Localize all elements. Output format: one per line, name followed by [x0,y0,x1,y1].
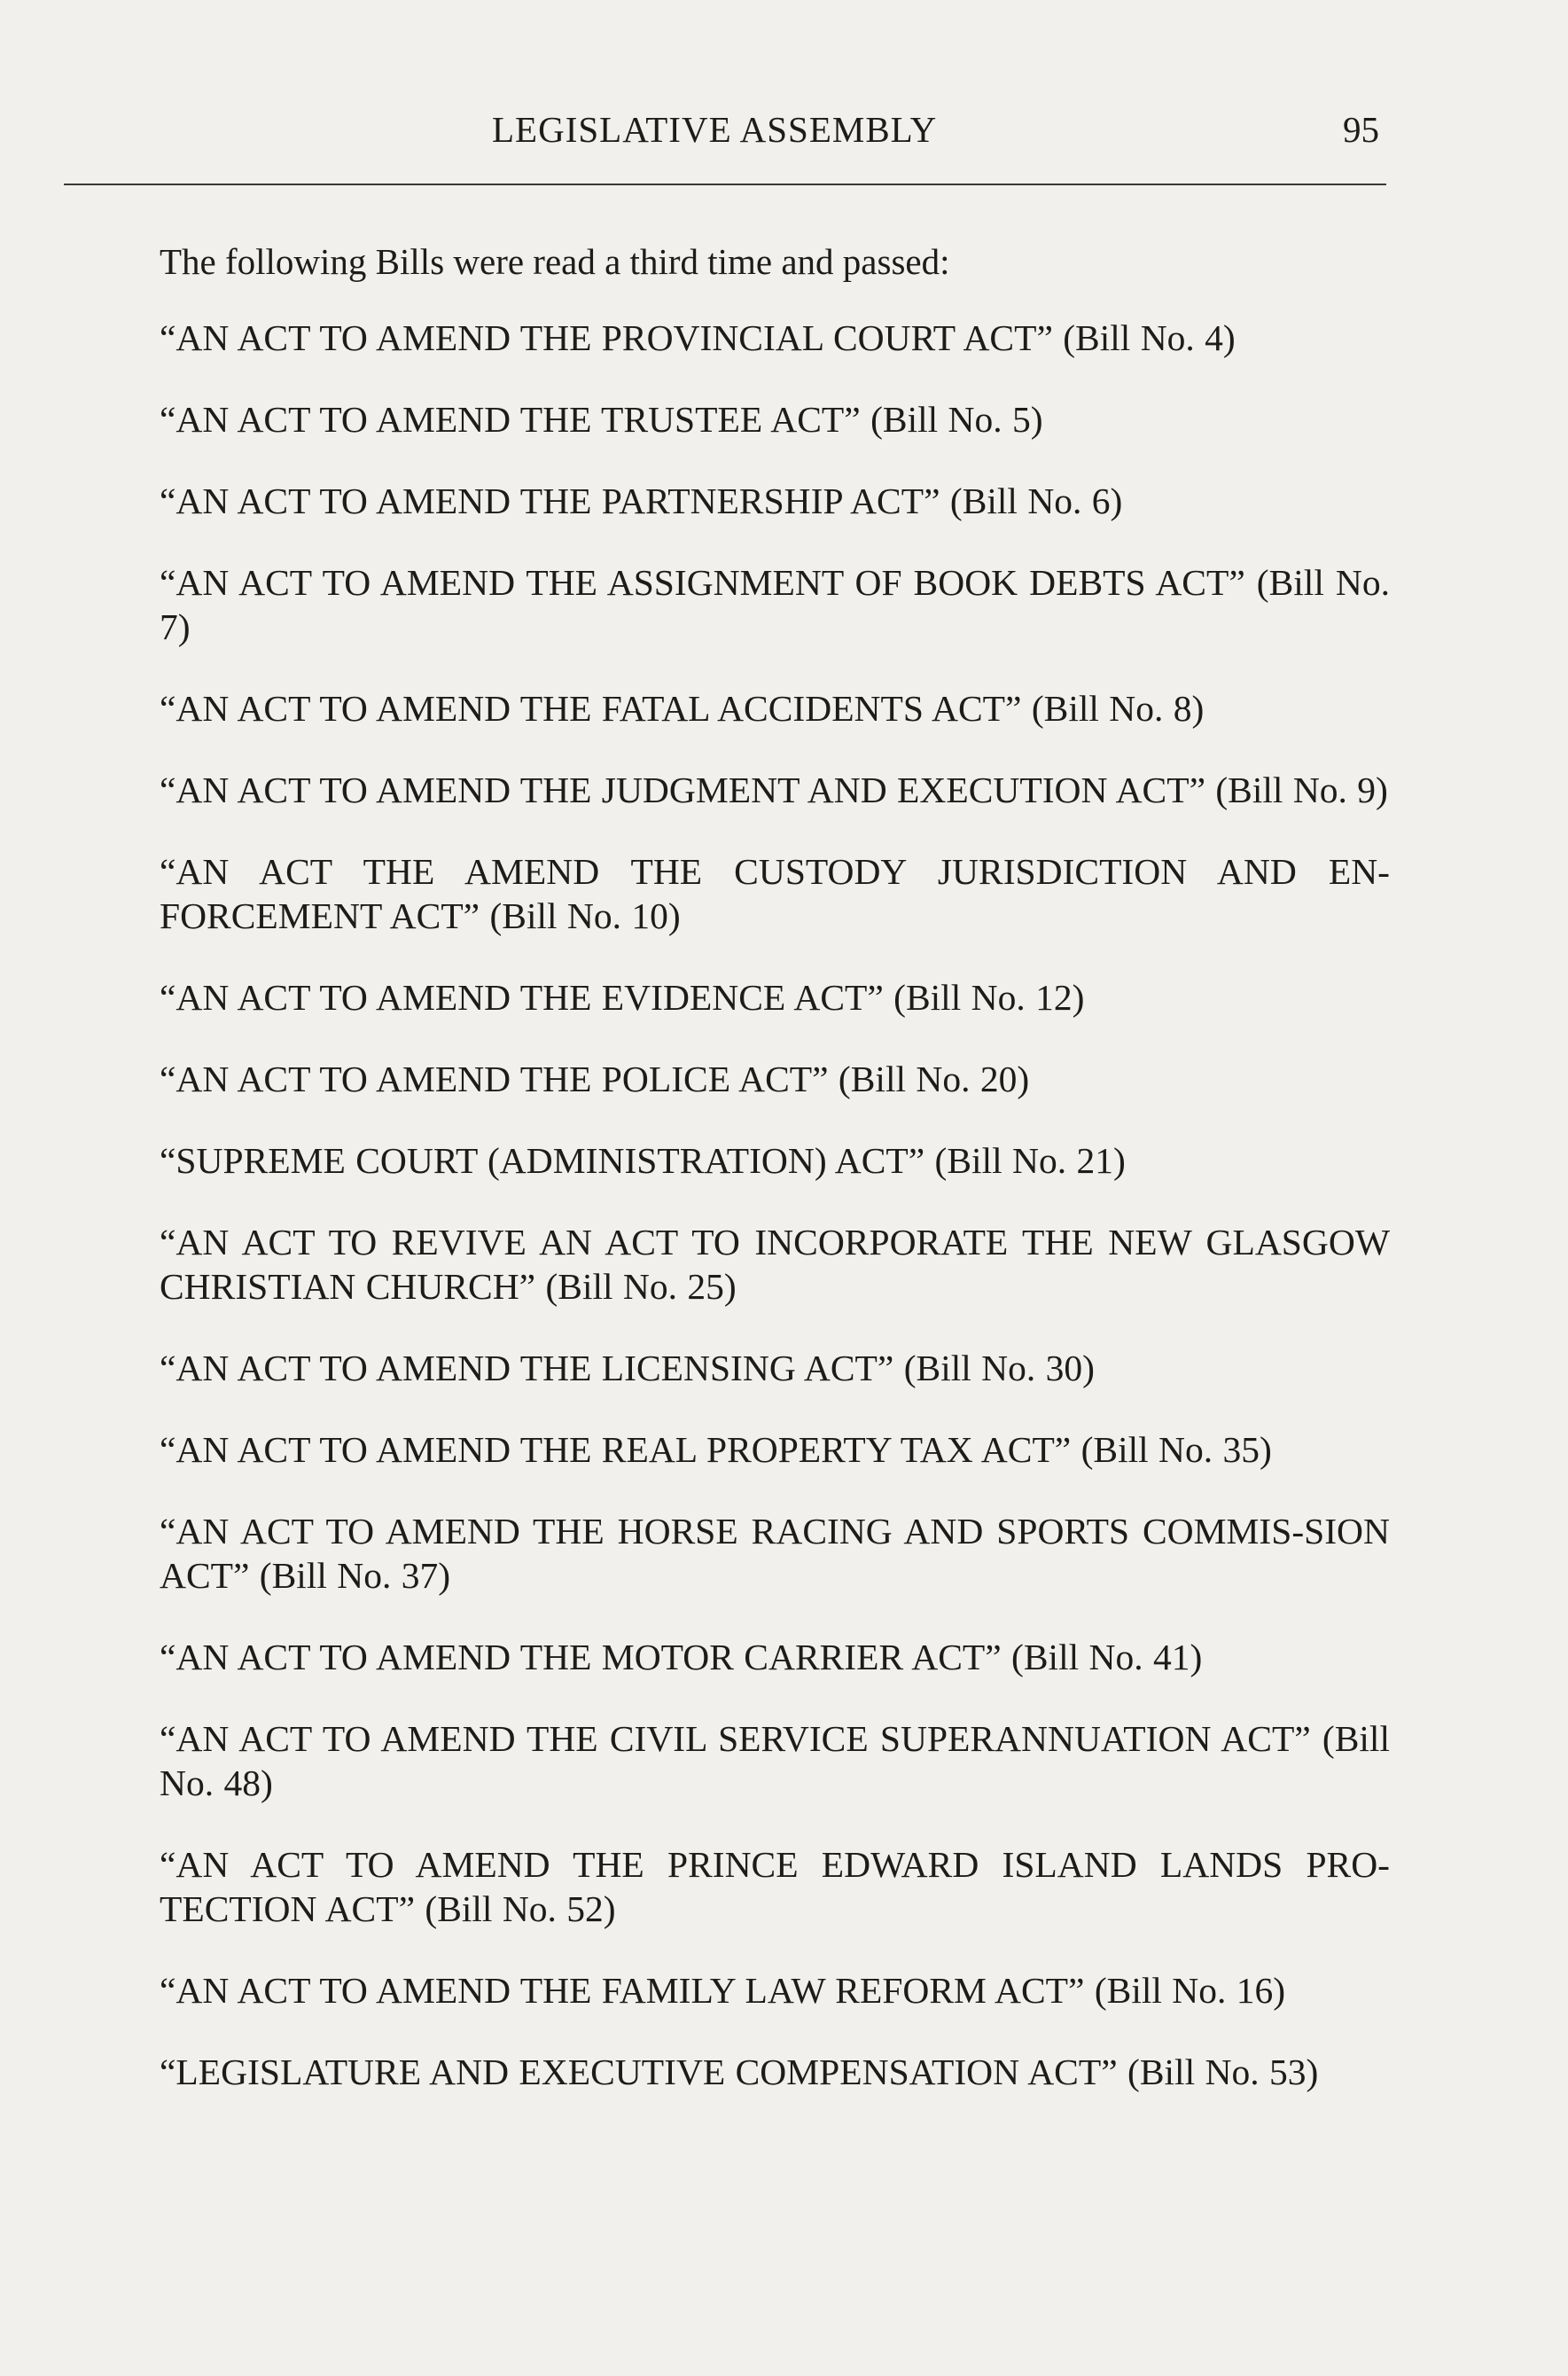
bill-item: “AN ACT TO AMEND THE PRINCE EDWARD ISLAND LANDS PRO-TECTION ACT” (Bill No. 52) [160,1844,1390,1929]
running-header [0,108,1568,161]
bill-item: “AN ACT TO AMEND THE LICENSING ACT” (Bill No. 30) [160,1348,1095,1388]
bill-item: “AN ACT TO AMEND THE ASSIGNMENT OF BOOK DEBTS ACT” (Bill No. 7) [160,562,1390,647]
bill-item: “LEGISLATURE AND EXECUTIVE COMPENSATION ACT” (Bill No. 53) [160,2052,1319,2092]
bill-item: “AN ACT THE AMEND THE CUSTODY JURISDICTION AND EN-FORCEMENT ACT” (Bill No. 10) [160,851,1390,936]
bill-item: “AN ACT TO AMEND THE JUDGMENT AND EXECUTION ACT” (Bill No. 9) [160,770,1388,810]
bill-item: “AN ACT TO AMEND THE FAMILY LAW REFORM ACT” (Bill No. 16) [160,1970,1286,2011]
page-body [160,239,1390,2131]
intro-paragraph: The following Bills were read a third time and passed: [160,241,950,282]
page-number: 95 [1343,109,1379,150]
bill-item: “AN ACT TO AMEND THE CIVIL SERVICE SUPERANNUATION ACT” (Bill No. 48) [160,1718,1390,1803]
bill-item: “AN ACT TO AMEND THE MOTOR CARRIER ACT” (Bill No. 41) [160,1637,1203,1677]
bill-item: “AN ACT TO AMEND THE FATAL ACCIDENTS ACT” (Bill No. 8) [160,688,1205,729]
bill-item: “SUPREME COURT (ADMINISTRATION) ACT” (Bill No. 21) [160,1140,1126,1181]
bill-item: “AN ACT TO REVIVE AN ACT TO INCORPORATE THE NEW GLASGOW CHRISTIAN CHURCH” (Bill No. 25) [160,1222,1390,1307]
header-rule [64,184,1386,185]
bill-item: “AN ACT TO AMEND THE TRUSTEE ACT” (Bill No. 5) [160,399,1043,440]
bill-item: “AN ACT TO AMEND THE PROVINCIAL COURT ACT” (Bill No. 4) [160,317,1236,358]
bottom-margin [0,2296,1568,2376]
bill-list [160,316,1390,2094]
page-title: LEGISLATIVE ASSEMBLY [492,109,938,150]
bill-item: “AN ACT TO AMEND THE EVIDENCE ACT” (Bill No. 12) [160,977,1085,1018]
bill-item: “AN ACT TO AMEND THE PARTNERSHIP ACT” (Bill No. 6) [160,481,1123,521]
bill-item: “AN ACT TO AMEND THE REAL PROPERTY TAX ACT” (Bill No. 35) [160,1429,1272,1470]
bill-item: “AN ACT TO AMEND THE POLICE ACT” (Bill No. 20) [160,1059,1030,1099]
bill-item: “AN ACT TO AMEND THE HORSE RACING AND SPORTS COMMIS-SION ACT” (Bill No. 37) [160,1511,1390,1596]
